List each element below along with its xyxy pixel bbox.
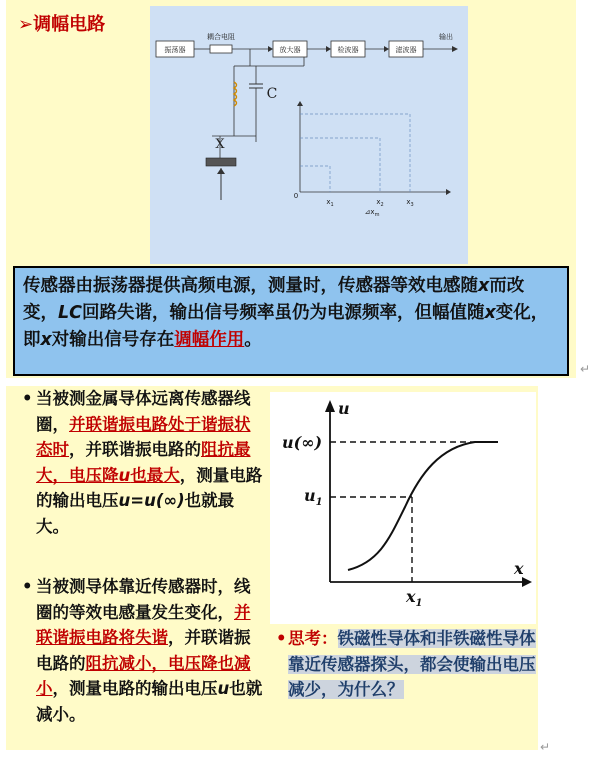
- description-box: [13, 266, 569, 376]
- bullet2-text-a: 当被测导体靠近传感器时，线圈的等效电感量发生变化，: [36, 577, 251, 622]
- metal-target: [206, 158, 236, 166]
- top-slide: [6, 0, 576, 378]
- detector-label: 检波器: [337, 46, 359, 54]
- bullet2-highlight-b: 并联谐振电路将失谐: [36, 602, 251, 647]
- desc-var-x3: x: [40, 330, 52, 350]
- circuit-svg: [150, 6, 468, 264]
- desc-text-6: 。: [244, 330, 262, 350]
- bullet2-text-c: ，并联谐振电路的: [36, 628, 251, 673]
- desc-text-1: 传感器由振荡器提供高频电源，测量时，传感器等效电感随: [23, 276, 478, 296]
- return-mark-1: ↵: [580, 362, 591, 376]
- u-x-graph: [270, 392, 536, 624]
- bullet-dot-icon: •: [22, 389, 33, 408]
- bottom-slide: [6, 386, 538, 750]
- desc-var-x: x: [478, 276, 490, 296]
- x-axis-label: x: [514, 559, 524, 578]
- plot-x3: $x_3$: [406, 198, 414, 208]
- coupling-resistor: [210, 45, 232, 53]
- bullet1-highlight-d: 阻抗最大，电压降u也最大: [36, 440, 251, 485]
- bullet1-highlight-b: 并联谐振电路处于谐振状态时: [36, 414, 251, 459]
- bullet1-text-g: 也就最大。: [36, 491, 235, 536]
- bullet1-text-c: ，并联谐振电路的: [69, 440, 201, 459]
- slide-title: ➢调幅电路: [18, 14, 106, 35]
- am-circuit-diagram: [150, 6, 468, 264]
- bullet2-text-e: ，测量电路的输出电压: [52, 679, 218, 698]
- bullet2-text-g: 也就减小。: [36, 679, 263, 724]
- bullet2-highlight-d: 阻抗减小，电压降也减小: [36, 653, 251, 698]
- plot-delta-xm: $⊿x_m$: [364, 208, 380, 218]
- desc-text-2: 而改变，: [23, 276, 525, 323]
- bullet2-var-u: u: [217, 679, 230, 698]
- desc-text-4: 变化，即: [23, 303, 549, 350]
- x-label: X: [215, 137, 225, 152]
- desc-highlight: 调幅作用: [174, 330, 245, 350]
- graph-svg: [270, 392, 536, 624]
- desc-text-5: 对输出信号存在: [51, 330, 175, 350]
- amplifier-label: 放大器: [279, 46, 301, 54]
- return-mark-2: ↵: [540, 740, 551, 754]
- desc-text-3: 回路失谐，输出信号频率虽仍为电源频率，但幅值随: [82, 303, 485, 323]
- oscillator-label: 振荡器: [164, 46, 186, 54]
- bullet-item-1: [22, 386, 264, 539]
- desc-var-lc: LC: [58, 303, 82, 323]
- capacitor-label: C: [266, 86, 278, 102]
- plot-x2: $x_2$: [376, 198, 384, 208]
- bullet-dot-icon: •: [22, 577, 33, 596]
- plot-x1: $x_1$: [326, 198, 334, 208]
- u1-label: $u_1$: [304, 486, 323, 508]
- coupling-resistor-label: 耦合电阻: [207, 33, 235, 41]
- output-label: 输出: [439, 33, 453, 41]
- y-axis-label: u: [338, 399, 350, 418]
- bullet-dot-icon: •: [276, 629, 287, 648]
- think-text: 铁磁性导体和非铁磁性导体靠近传感器探头，都会使输出电压减少，为什么？: [288, 629, 536, 699]
- bullet-item-2: [22, 574, 264, 727]
- x1-label: $x_1$: [406, 587, 423, 609]
- u-infinity-label: u(∞): [282, 433, 323, 452]
- think-label: 思考：: [288, 629, 338, 648]
- filter-label: 滤波器: [395, 46, 417, 54]
- think-question: [276, 626, 538, 703]
- bullet1-formula: u=u(∞): [118, 491, 185, 510]
- desc-var-x2: x: [484, 303, 496, 323]
- bullet1-text-a: 当被测金属导体远离传感器线圈，: [36, 389, 251, 434]
- plot-origin: 0: [293, 192, 299, 200]
- bullet1-text-e: ，测量电路的输出电压: [36, 465, 263, 510]
